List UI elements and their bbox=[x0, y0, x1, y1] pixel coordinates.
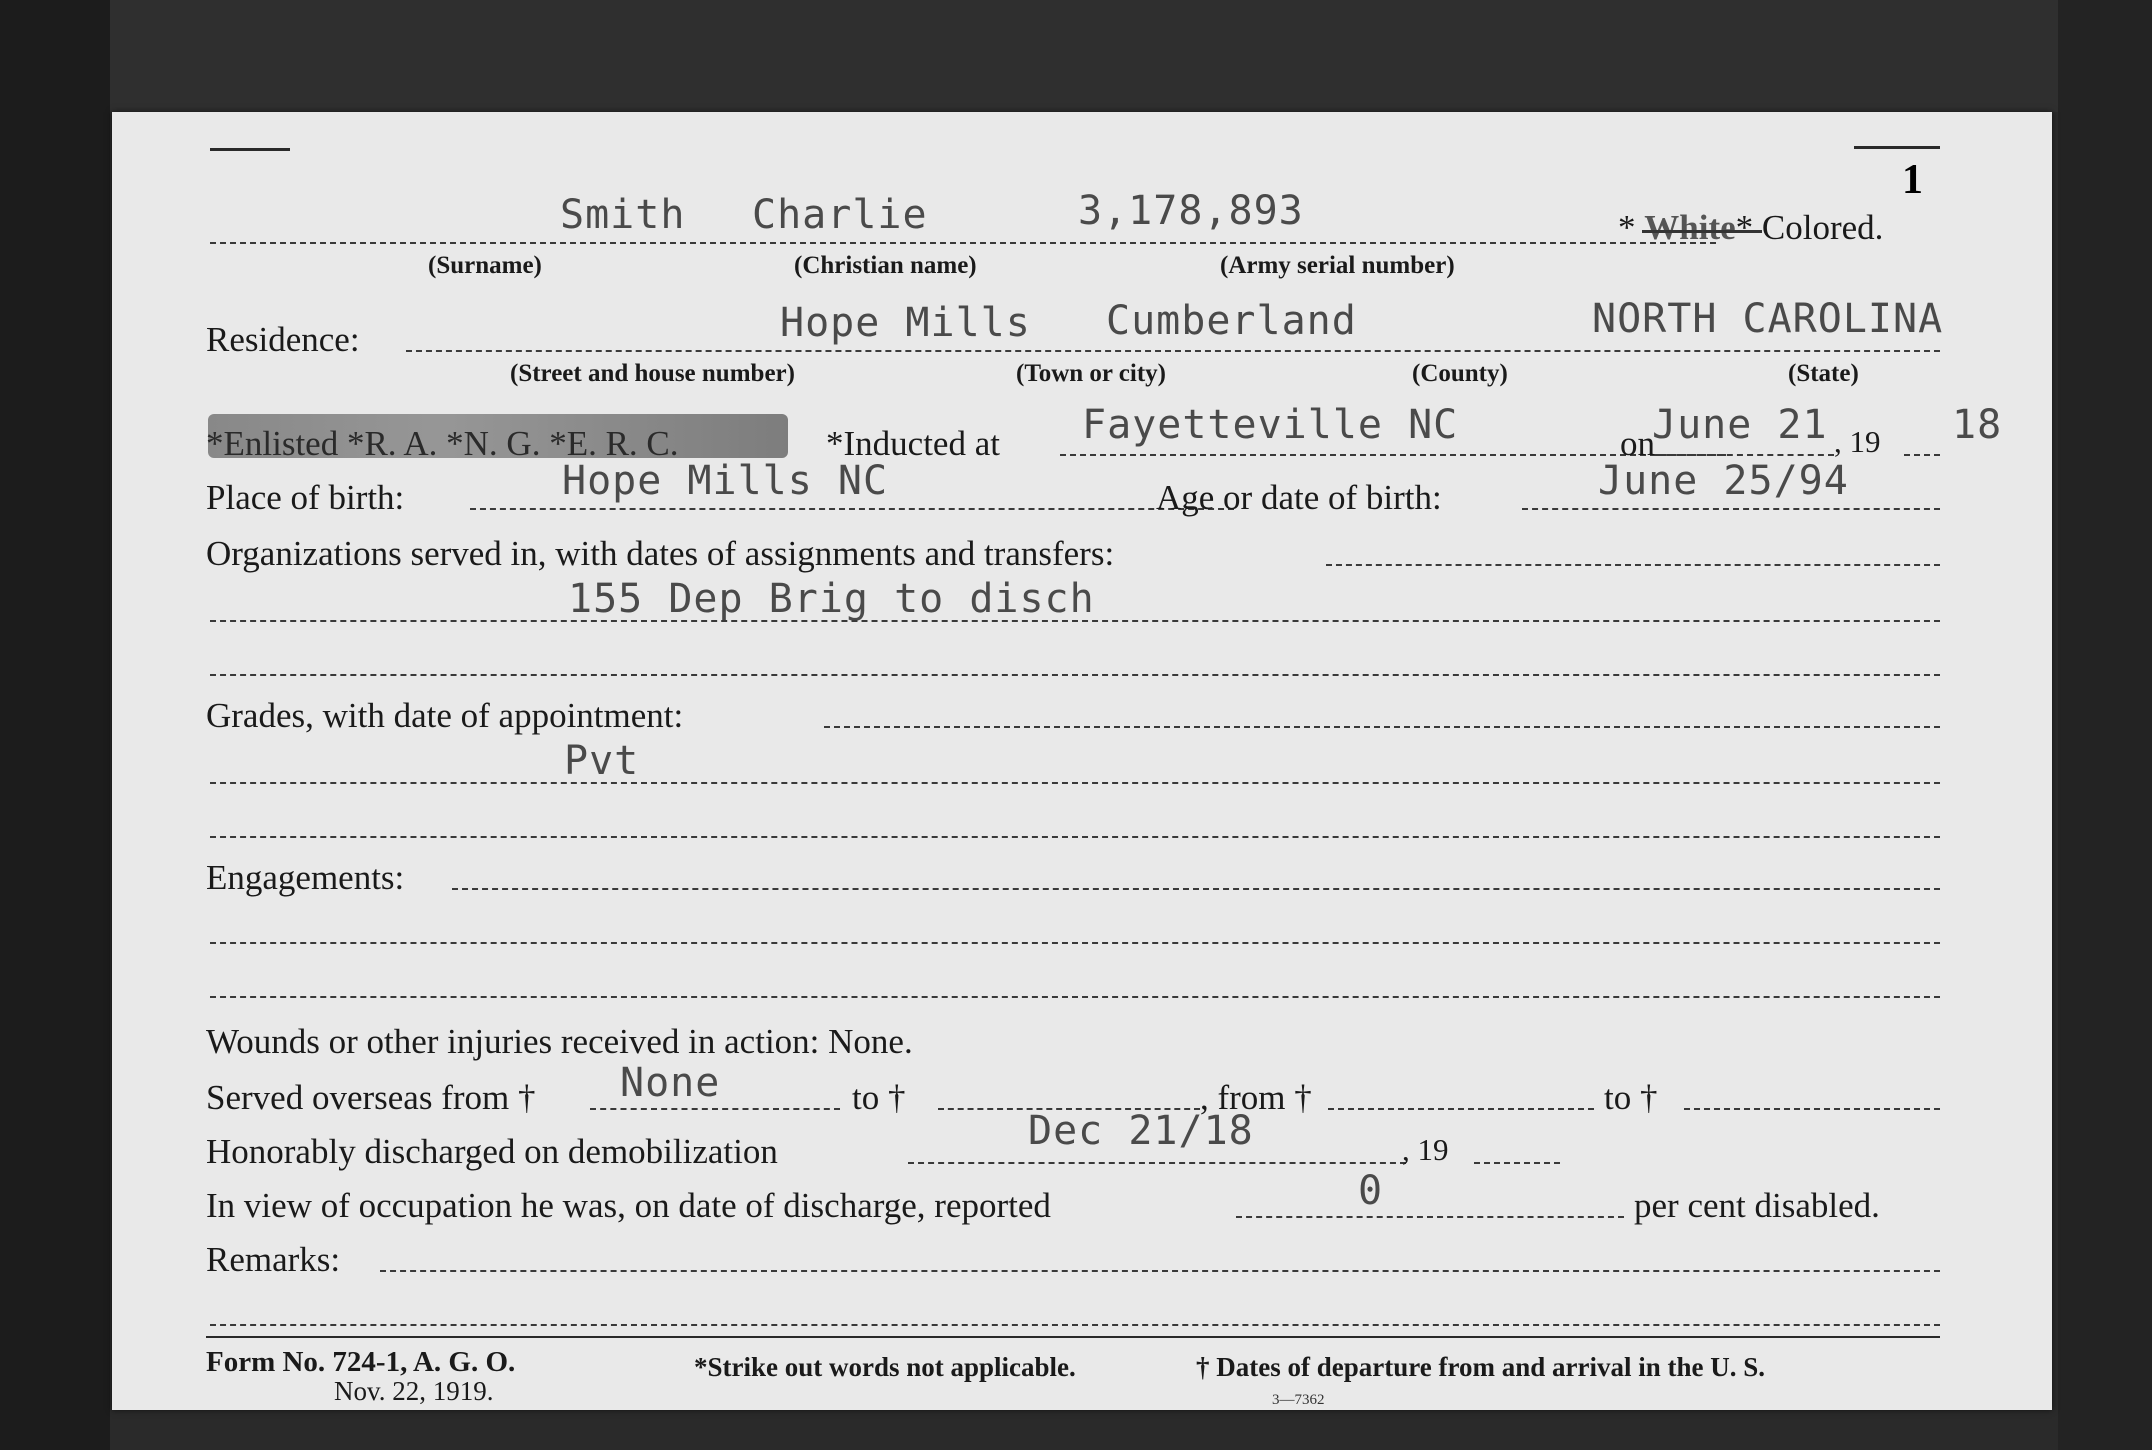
footer-rule bbox=[206, 1336, 1940, 1338]
organizations-line-2 bbox=[210, 620, 1940, 622]
enlisted-options: *Enlisted *R. A. *N. G. *E. R. C. bbox=[206, 424, 679, 463]
race-options bbox=[1618, 208, 1883, 248]
inducted-year-line bbox=[1904, 454, 1940, 456]
scan-background-top bbox=[0, 0, 2152, 112]
race-marker-white: * bbox=[1618, 208, 1645, 247]
residence-state-value: NORTH CAROLINA bbox=[1592, 296, 1944, 342]
grades-value: Pvt bbox=[564, 738, 640, 784]
race-marker-colored: * bbox=[1735, 208, 1762, 247]
caption-christian-name: (Christian name) bbox=[794, 252, 977, 279]
caption-town: (Town or city) bbox=[1016, 360, 1166, 387]
engagements-line-2 bbox=[210, 942, 1940, 944]
residence-line bbox=[406, 350, 1940, 352]
name-line bbox=[210, 242, 1716, 244]
remarks-label: Remarks: bbox=[206, 1240, 341, 1279]
overseas-to-label-2: to † bbox=[1604, 1078, 1658, 1117]
overseas-value: None bbox=[620, 1060, 721, 1106]
overseas-from-line bbox=[590, 1108, 840, 1110]
organizations-value: 155 Dep Brig to disch bbox=[568, 576, 1095, 622]
inducted-date-line bbox=[1656, 454, 1834, 456]
grades-line-2 bbox=[210, 782, 1940, 784]
form-date: Nov. 22, 1919. bbox=[334, 1376, 494, 1406]
remarks-line-2 bbox=[210, 1324, 1940, 1326]
age-label: Age or date of birth: bbox=[1156, 478, 1442, 517]
disabled-label: per cent disabled. bbox=[1634, 1186, 1880, 1225]
caption-serial-number: (Army serial number) bbox=[1220, 252, 1455, 279]
caption-surname: (Surname) bbox=[428, 252, 542, 279]
caption-county: (County) bbox=[1412, 360, 1508, 387]
wounds-label: Wounds or other injuries received in action: None. bbox=[206, 1022, 913, 1061]
grades-line-1 bbox=[824, 726, 1940, 728]
inducted-date-value: June 21 bbox=[1652, 402, 1828, 448]
scan-background-right bbox=[2058, 0, 2152, 1450]
residence-town-value: Hope Mills bbox=[780, 300, 1031, 346]
caption-street: (Street and house number) bbox=[510, 360, 795, 387]
residence-county-value: Cumberland bbox=[1106, 298, 1357, 344]
overseas-to-line-2 bbox=[1684, 1108, 1940, 1110]
birth-place-line bbox=[470, 508, 1234, 510]
race-white-struck: White bbox=[1644, 208, 1736, 247]
engagements-label: Engagements: bbox=[206, 858, 405, 897]
caption-state: (State) bbox=[1788, 360, 1859, 387]
grades-label: Grades, with date of appointment: bbox=[206, 696, 684, 735]
engagements-line-1 bbox=[452, 888, 1940, 890]
service-record-card bbox=[112, 112, 2052, 1410]
inducted-year-prefix: , 19 bbox=[1834, 424, 1881, 459]
overseas-to-label-1: to † bbox=[852, 1078, 906, 1117]
form-number: Form No. 724-1, A. G. O. bbox=[206, 1346, 516, 1378]
dates-note: † Dates of departure from and arrival in the U. S. bbox=[1196, 1352, 1765, 1382]
occupation-label: In view of occupation he was, on date of discharge, reported bbox=[206, 1186, 1051, 1225]
christian-name-value: Charlie bbox=[752, 192, 928, 238]
white-strikethrough bbox=[1642, 230, 1762, 233]
overseas-from-line-2 bbox=[1328, 1108, 1594, 1110]
top-right-rule bbox=[1854, 146, 1940, 149]
scan-background-left bbox=[0, 0, 110, 1450]
remarks-line-1 bbox=[380, 1270, 1940, 1272]
serial-number-value: 3,178,893 bbox=[1078, 188, 1304, 234]
organizations-label: Organizations served in, with dates of assignments and transfers: bbox=[206, 534, 1115, 573]
birth-date-line bbox=[1522, 508, 1940, 510]
residence-label: Residence: bbox=[206, 320, 360, 359]
organizations-line-3 bbox=[210, 674, 1940, 676]
surname-value: Smith bbox=[560, 192, 686, 238]
birth-place-value: Hope Mills NC bbox=[562, 458, 889, 504]
overseas-from-label-2: , from † bbox=[1200, 1078, 1312, 1117]
page-number: 1 bbox=[1902, 157, 1923, 203]
inducted-place-value: Fayetteville NC bbox=[1082, 402, 1459, 448]
organizations-line-1 bbox=[1326, 564, 1940, 566]
discharged-year-line bbox=[1474, 1162, 1560, 1164]
birth-place-label: Place of birth: bbox=[206, 478, 405, 517]
disabled-value: 0 bbox=[1358, 1168, 1384, 1214]
print-code: 3—7362 bbox=[1272, 1392, 1325, 1408]
race-colored: Colored. bbox=[1761, 208, 1884, 247]
strike-note: *Strike out words not applicable. bbox=[694, 1352, 1076, 1382]
top-left-rule bbox=[210, 148, 290, 151]
grades-line-3 bbox=[210, 836, 1940, 838]
overseas-from-label: Served overseas from † bbox=[206, 1078, 536, 1117]
inducted-label: *Inducted at bbox=[826, 424, 1000, 463]
engagements-line-3 bbox=[210, 996, 1940, 998]
discharged-label: Honorably discharged on demobilization bbox=[206, 1132, 778, 1171]
discharged-year-prefix: , 19 bbox=[1402, 1132, 1449, 1167]
discharged-date-value: Dec 21/18 bbox=[1028, 1108, 1254, 1154]
discharged-date-line bbox=[908, 1162, 1406, 1164]
birth-date-value: June 25/94 bbox=[1598, 458, 1849, 504]
inducted-year-value: 18 bbox=[1952, 402, 2003, 448]
disabled-line bbox=[1236, 1216, 1624, 1218]
inducted-on-label: on bbox=[1620, 424, 1655, 463]
